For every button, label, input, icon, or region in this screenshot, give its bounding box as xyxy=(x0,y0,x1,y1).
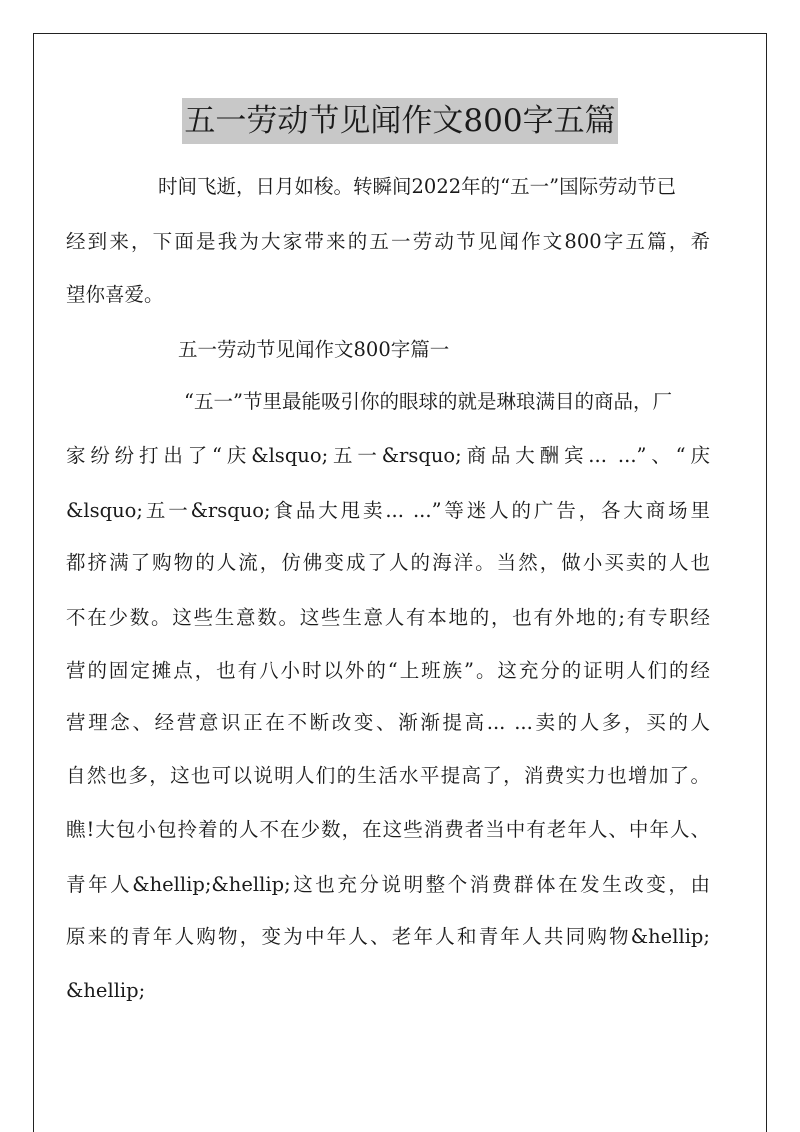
body-line: 原来的青年人购物，变为中年人、老年人和青年人共同购物&hellip; xyxy=(66,925,710,948)
section-heading: 五一劳动节见闻作文800字篇一 xyxy=(178,338,450,361)
body-line: 营的固定摊点，也有八小时以外的“上班族”。这充分的证明人们的经 xyxy=(66,659,710,682)
title-container xyxy=(66,98,734,144)
body-line: 营理念、经营意识正在不断改变、渐渐提高... ...卖的人多，买的人 xyxy=(66,711,710,734)
document-title: 五一劳动节见闻作文800字五篇 xyxy=(182,98,617,144)
body-line: 自然也多，这也可以说明人们的生活水平提高了，消费实力也增加了。 xyxy=(66,764,710,787)
body-line: 不在少数。这些生意数。这些生意人有本地的，也有外地的;有专职经 xyxy=(66,606,710,629)
body-line: 青年人&hellip;&hellip;这也充分说明整个消费群体在发生改变，由 xyxy=(66,873,710,896)
body-line: 家纷纷打出了“庆&lsquo;五一&rsquo;商品大酬宾... ...”、“庆 xyxy=(66,444,710,467)
body-line: &lsquo;五一&rsquo;食品大甩卖... ...”等迷人的广告，各大商场里 xyxy=(66,499,710,522)
intro-line: 时间飞逝，日月如梭。转瞬间2022年的“五一”国际劳动节已 xyxy=(158,175,677,198)
body-line: 都挤满了购物的人流，仿佛变成了人的海洋。当然，做小买卖的人也 xyxy=(66,551,710,574)
body-line: 瞧!大包小包拎着的人不在少数，在这些消费者当中有老年人、中年人、 xyxy=(66,818,710,841)
body-line: &hellip; xyxy=(66,979,146,1002)
intro-line: 经到来，下面是我为大家带来的五一劳动节见闻作文800字五篇，希 xyxy=(66,230,710,253)
body-line: “五一”节里最能吸引你的眼球的就是琳琅满目的商品，厂 xyxy=(184,390,672,413)
intro-line: 望你喜爱。 xyxy=(66,283,164,306)
